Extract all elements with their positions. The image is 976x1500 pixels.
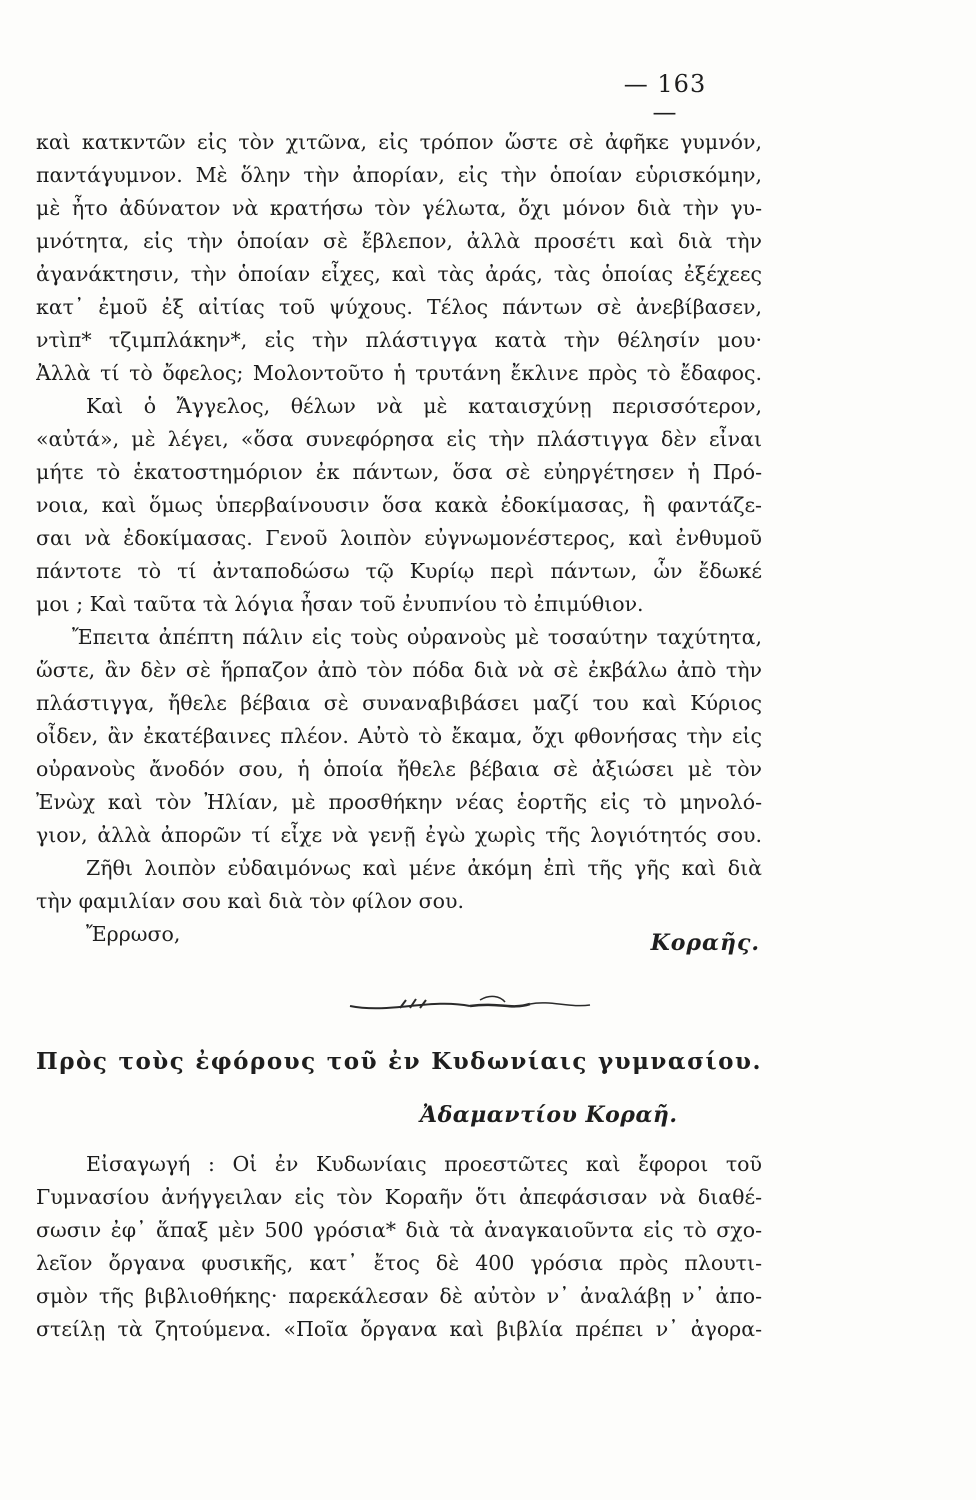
text-line: σαι νὰ ἐδοκίμασας. Γενοῦ λοιπὸν εὐγνωμονέστερος, καὶ ἐνθυμοῦ bbox=[36, 526, 762, 550]
text-line: μνότητα, εἰς τὴν ὁποίαν σὲ ἔβλεπον, ἀλλὰ προσέτι καὶ διὰ τὴν bbox=[36, 229, 762, 253]
text-line: οὐρανοὺς ἄνοδόν σου, ἡ ὁποία ἤθελε βέβαια σὲ ἀξιώσει μὲ τὸν bbox=[36, 757, 762, 781]
text-line: νοια, καὶ ὅμως ὑπερβαίνουσιν ὅσα κακὰ ἐδοκίμασας, ἢ φαντάζε- bbox=[36, 493, 762, 517]
text-line: πάντοτε τὸ τί ἀνταποδώσω τῷ Κυρίῳ περὶ πάντων, ὧν ἔδωκέ bbox=[36, 559, 762, 583]
text-line: σμὸν τῆς βιβλιοθήκης· παρεκάλεσαν δὲ αὐτὸν ν᾽ ἀναλάβῃ ν᾽ ἀπο- bbox=[36, 1284, 762, 1308]
text-line: Καὶ ὁ Ἄγγελος, θέλων νὰ μὲ καταισχύνῃ περισσότερον, bbox=[86, 394, 762, 418]
text-line: γιον, ἀλλὰ ἀπορῶν τί εἶχε νὰ γενῇ ἐγὼ χωρὶς τῆς λογιότητός σου. bbox=[36, 823, 762, 847]
page-number: — 163 — bbox=[623, 70, 707, 126]
text-line: ντὶπ* τζιμπλάκην*, εἰς τὴν πλάστιγγα κατὰ τὴν θέλησίν μου· bbox=[36, 328, 762, 352]
text-line: Ζῆθι λοιπὸν εὐδαιμόνως καὶ μένε ἀκόμη ἐπὶ τῆς γῆς καὶ διὰ bbox=[86, 856, 762, 880]
signature: Κοραῆς. bbox=[650, 930, 760, 956]
author-name: Ἀδαμαντίου Κοραῆ. bbox=[420, 1102, 678, 1128]
text-line: Ἐνὼχ καὶ τὸν Ἠλίαν, μὲ προσθήκην νέας ἑορτῆς εἰς τὸ μηνολό- bbox=[36, 790, 762, 814]
ornament-divider bbox=[330, 990, 630, 1020]
text-line: οἶδεν, ἂν ἐκατέβαινες πλέον. Αὐτὸ τὸ ἔκαμα, ὄχι φθονήσας τὴν εἰς bbox=[36, 724, 762, 748]
text-line: λεῖον ὄργανα φυσικῆς, κατ᾽ ἔτος δὲ 400 γρόσια πρὸς πλουτι- bbox=[36, 1251, 762, 1275]
text-line: μοι ; Καὶ ταῦτα τὰ λόγια ἦσαν τοῦ ἐνυπνίου τὸ ἐπιμύθιον. bbox=[36, 592, 644, 616]
text-line: τὴν φαμιλίαν σου καὶ διὰ τὸν φίλον σου. bbox=[36, 889, 464, 913]
text-line: Εἰσαγωγή : Οἱ ἐν Κυδωνίαις προεστῶτες καὶ ἔφοροι τοῦ bbox=[86, 1152, 762, 1176]
introduction-text bbox=[36, 1148, 762, 1346]
text-line: σωσιν ἐφ᾽ ἅπαξ μὲν 500 γρόσια* διὰ τὰ ἀναγκαιοῦντα εἰς τὸ σχο- bbox=[36, 1218, 762, 1242]
text-line: κατ᾽ ἐμοῦ ἐξ αἰτίας τοῦ ψύχους. Τέλος πάντων σὲ ἀνεβίβασεν, bbox=[36, 295, 762, 319]
text-line: ἀγανάκτησιν, τὴν ὁποίαν εἶχες, καὶ τὰς ἀράς, τὰς ὁποίας ἐξέχεες bbox=[36, 262, 762, 286]
text-line: Ἔρρωσο, bbox=[86, 922, 181, 946]
text-line: παντάγυμνον. Μὲ ὅλην τὴν ἀπορίαν, εἰς τὴν ὁποίαν εὑρισκόμην, bbox=[36, 163, 762, 187]
letter-body bbox=[36, 126, 762, 951]
text-line: Γυμνασίου ἀνήγγειλαν εἰς τὸν Κοραῆν ὅτι ἀπεφάσισαν νὰ διαθέ- bbox=[36, 1185, 762, 1209]
text-line: Ἀλλὰ τί τὸ ὄφελος; Μολοντοῦτο ἡ τρυτάνη ἔκλινε πρὸς τὸ ἔδαφος. bbox=[36, 361, 762, 385]
text-line: καὶ κατκντῶν εἰς τὸν χιτῶνα, εἰς τρόπον ὥστε σὲ ἀφῆκε γυμνόν, bbox=[36, 130, 762, 154]
text-line: μήτε τὸ ἑκατοστημόριον ἐκ πάντων, ὅσα σὲ εὐηργέτησεν ἡ Πρό- bbox=[36, 460, 762, 484]
text-line: ὥστε, ἂν δὲν σὲ ἥρπαζον ἀπὸ τὸν πόδα διὰ νὰ σὲ ἐκβάλω ἀπὸ τὴν bbox=[36, 658, 762, 682]
section-heading: Πρὸς τοὺς ἐφόρους τοῦ ἐν Κυδωνίαις γυμνασίου. bbox=[36, 1048, 762, 1075]
text-line: μὲ ἦτο ἀδύνατον νὰ κρατήσω τὸν γέλωτα, ὄχι μόνον διὰ τὴν γυ- bbox=[36, 196, 762, 220]
text-line: πλάστιγγα, ἤθελε βέβαια σὲ συναναβιβάσει μαζί του καὶ Κύριος bbox=[36, 691, 762, 715]
text-line: Ἔπειτα ἀπέπτη πάλιν εἰς τοὺς οὐρανοὺς μὲ τοσαύτην ταχύτητα, bbox=[72, 625, 762, 649]
text-line: στείλῃ τὰ ζητούμενα. «Ποῖα ὄργανα καὶ βιβλία πρέπει ν᾽ ἀγορα- bbox=[36, 1317, 762, 1341]
text-line: «αὐτά», μὲ λέγει, «ὅσα συνεφόρησα εἰς τὴν πλάστιγγα δὲν εἶναι bbox=[36, 427, 762, 451]
